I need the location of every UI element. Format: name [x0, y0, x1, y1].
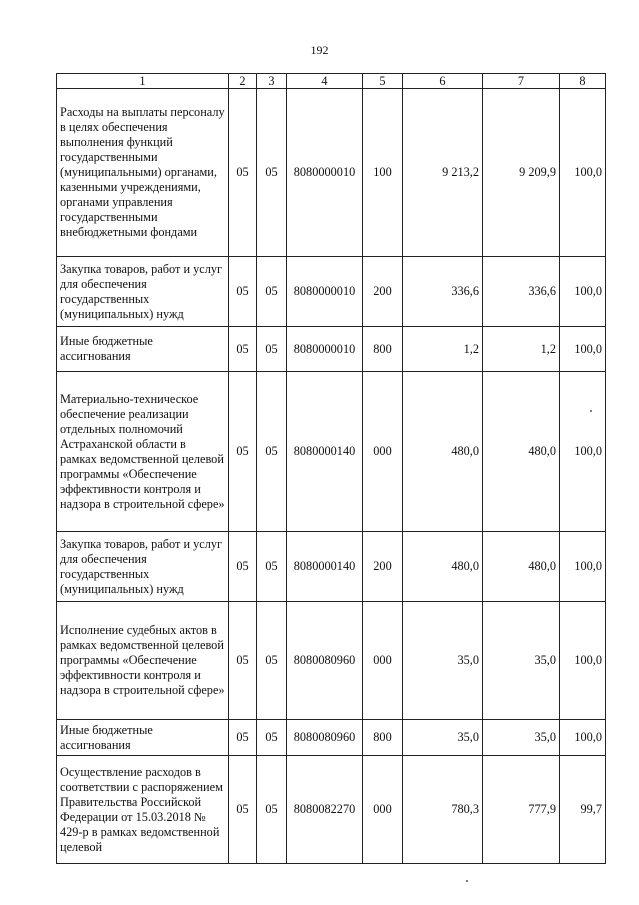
column-header: 5 [363, 74, 403, 89]
approved-amount-cell: 1,2 [403, 327, 483, 372]
expense-name-cell: Иные бюджетные ассигнования [57, 327, 229, 372]
subsection-cell: 05 [257, 756, 287, 864]
section-cell: 05 [229, 756, 257, 864]
target-article-cell: 8080000140 [287, 372, 363, 532]
expense-type-cell: 000 [363, 756, 403, 864]
table-row [57, 720, 606, 756]
executed-amount-cell: 9 209,9 [483, 89, 560, 257]
approved-amount-cell: 480,0 [403, 372, 483, 532]
table-row [57, 327, 606, 372]
expense-type-cell: 800 [363, 720, 403, 756]
target-article-cell: 8080000010 [287, 327, 363, 372]
percent-cell: 100,0 [560, 327, 606, 372]
section-cell: 05 [229, 720, 257, 756]
section-cell: 05 [229, 327, 257, 372]
page-number: 192 [310, 43, 329, 57]
executed-amount-cell: 480,0 [483, 532, 560, 602]
expense-name-cell: Материально-техническое обеспечение реализации отдельных полномочий Астраханской области в рамках ведомственной целевой программы «Обеспечение эффективности контроля и надзора в строительной сфере» [57, 372, 229, 532]
executed-amount-cell: 336,6 [483, 257, 560, 327]
table-row [57, 532, 606, 602]
target-article-cell: 8080000010 [287, 89, 363, 257]
table-row [57, 257, 606, 327]
subsection-cell: 05 [257, 327, 287, 372]
column-header: 8 [560, 74, 606, 89]
approved-amount-cell: 9 213,2 [403, 89, 483, 257]
expense-name-cell: Иные бюджетные ассигнования [57, 720, 229, 756]
section-cell: 05 [229, 372, 257, 532]
approved-amount-cell: 35,0 [403, 602, 483, 720]
column-header: 4 [287, 74, 363, 89]
percent-cell: 99,7 [560, 756, 606, 864]
section-cell: 05 [229, 602, 257, 720]
approved-amount-cell: 336,6 [403, 257, 483, 327]
expense-name-cell: Закупка товаров, работ и услуг для обеспечения государственных (муниципальных) нужд [57, 532, 229, 602]
section-cell: 05 [229, 257, 257, 327]
table-row [57, 372, 606, 532]
approved-amount-cell: 480,0 [403, 532, 483, 602]
table-row [57, 89, 606, 257]
table-header-row [57, 74, 606, 89]
percent-cell: 100,0 [560, 257, 606, 327]
column-header: 1 [57, 74, 229, 89]
target-article-cell: 8080000140 [287, 532, 363, 602]
target-article-cell: 8080000010 [287, 257, 363, 327]
scan-speck [466, 880, 468, 882]
scan-speck [590, 410, 592, 412]
percent-cell: 100,0 [560, 89, 606, 257]
executed-amount-cell: 35,0 [483, 720, 560, 756]
approved-amount-cell: 780,3 [403, 756, 483, 864]
budget-execution-table [56, 73, 606, 864]
column-header: 7 [483, 74, 560, 89]
subsection-cell: 05 [257, 720, 287, 756]
percent-cell: 100,0 [560, 602, 606, 720]
expense-name-cell: Исполнение судебных актов в рамках ведомственной целевой программы «Обеспечение эффективности контроля и надзора в строительной сфере» [57, 602, 229, 720]
expense-type-cell: 200 [363, 257, 403, 327]
section-cell: 05 [229, 89, 257, 257]
target-article-cell: 8080080960 [287, 602, 363, 720]
column-header: 2 [229, 74, 257, 89]
subsection-cell: 05 [257, 89, 287, 257]
target-article-cell: 8080082270 [287, 756, 363, 864]
executed-amount-cell: 1,2 [483, 327, 560, 372]
subsection-cell: 05 [257, 257, 287, 327]
expense-type-cell: 200 [363, 532, 403, 602]
executed-amount-cell: 777,9 [483, 756, 560, 864]
percent-cell: 100,0 [560, 720, 606, 756]
table-row [57, 602, 606, 720]
expense-type-cell: 100 [363, 89, 403, 257]
percent-cell: 100,0 [560, 372, 606, 532]
executed-amount-cell: 35,0 [483, 602, 560, 720]
executed-amount-cell: 480,0 [483, 372, 560, 532]
table-row [57, 756, 606, 864]
expense-type-cell: 000 [363, 372, 403, 532]
subsection-cell: 05 [257, 532, 287, 602]
subsection-cell: 05 [257, 372, 287, 532]
expense-name-cell: Закупка товаров, работ и услуг для обеспечения государственных (муниципальных) нужд [57, 257, 229, 327]
target-article-cell: 8080080960 [287, 720, 363, 756]
expense-name-cell: Расходы на выплаты персоналу в целях обеспечения выполнения функций государственными (муниципальными) органами, казенными учреждениями, органами управления государственными внебюджетными фондами [57, 89, 229, 257]
column-header: 6 [403, 74, 483, 89]
expense-type-cell: 000 [363, 602, 403, 720]
column-header: 3 [257, 74, 287, 89]
approved-amount-cell: 35,0 [403, 720, 483, 756]
expense-type-cell: 800 [363, 327, 403, 372]
subsection-cell: 05 [257, 602, 287, 720]
percent-cell: 100,0 [560, 532, 606, 602]
expense-name-cell: Осуществление расходов в соответствии с распоряжением Правительства Российской Федерации от 15.03.2018 № 429-р в рамках ведомственной целевой [57, 756, 229, 864]
section-cell: 05 [229, 532, 257, 602]
